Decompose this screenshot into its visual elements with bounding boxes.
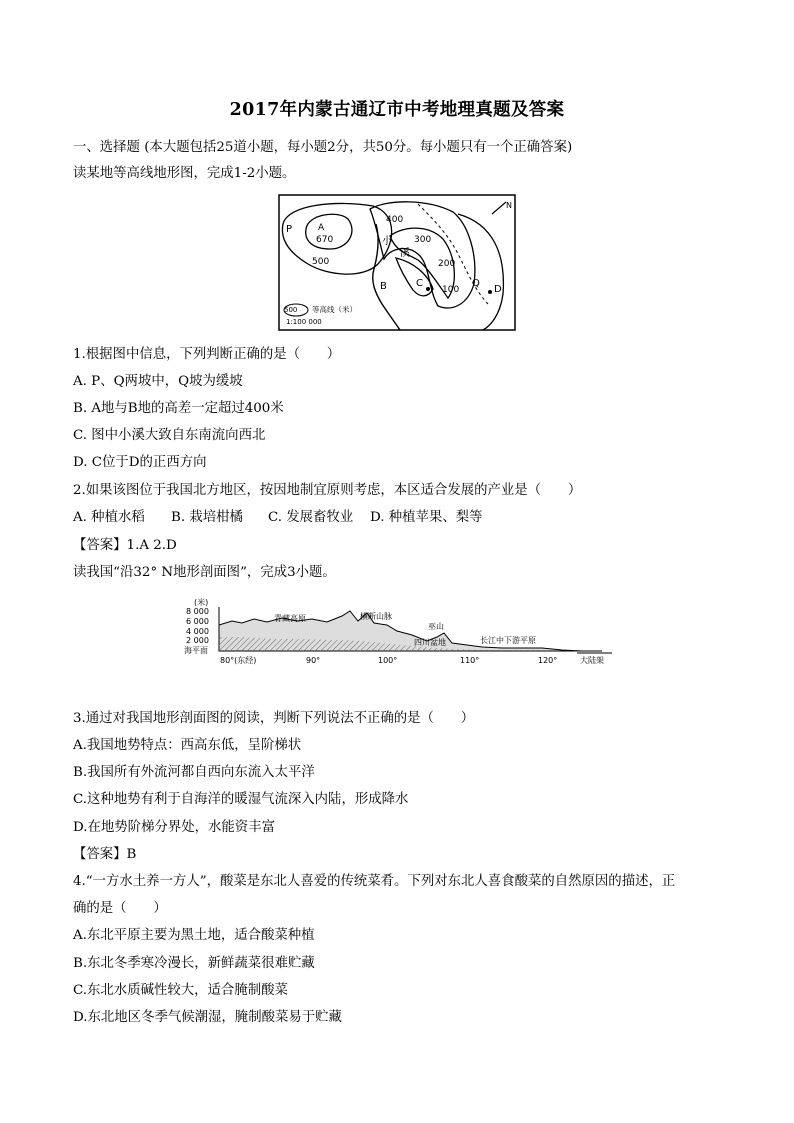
y-tick-8000: 8 000	[186, 607, 209, 616]
q3-option-d: D.在地势阶梯分界处，水能资丰富	[73, 820, 275, 835]
q1-stem: 1.根据图中信息，下列判断正确的是（ ）	[73, 347, 341, 362]
q1-option-b: B. A地与B地的高差一定超过400米	[73, 401, 284, 416]
region-qingzang: 青藏高原	[274, 614, 306, 623]
label-200: 200	[438, 259, 456, 269]
q1-option-d: D. C位于D的正西方向	[73, 455, 207, 470]
legend-text: 等高线（米）	[312, 305, 357, 314]
q3-stem: 3.通过对我国地形剖面图的阅读，判断下列说法不正确的是（ ）	[73, 711, 475, 726]
label-300: 300	[414, 235, 432, 245]
label-670: 670	[316, 235, 334, 245]
x-tick-120: 120°	[538, 656, 558, 665]
x-tick-110: 110°	[460, 656, 480, 665]
q4-option-a: A.东北平原主要为黑土地，适合酸菜种植	[73, 928, 315, 943]
q2-option-a: A. 种植水稻	[73, 510, 145, 525]
q4-option-b: B.东北冬季寒冷漫长，新鲜蔬菜很难贮藏	[73, 956, 315, 971]
label-xi: 溪	[400, 248, 410, 259]
contour-map-figure	[278, 194, 516, 331]
x-tick-80: 80°(东经)	[220, 656, 257, 665]
q4-option-c: C.东北水质碱性较大，适合腌制酸菜	[73, 983, 288, 998]
y-tick-4000: 4 000	[186, 627, 209, 636]
label-d: D	[494, 284, 502, 295]
label-q: Q	[472, 278, 480, 289]
q3-option-b: B.我国所有外流河都自西向东流入太平洋	[73, 765, 315, 780]
region-changjiang: 长江中下游平原	[480, 636, 536, 645]
x-tick-100: 100°	[378, 656, 398, 665]
y-tick-sea-level: 海平面	[184, 646, 208, 655]
label-n: N	[506, 201, 512, 210]
intro-1-2: 读某地等高线地形图，完成1-2小题。	[73, 166, 296, 181]
q3-option-c: C.这种地势有利于自海洋的暖湿气流深入内陆，形成降水	[73, 792, 409, 807]
region-sichuan: 四川盆地	[414, 638, 446, 647]
q2-option-c: C. 发展畜牧业	[268, 510, 354, 525]
q3-option-a: A.我国地势特点：西高东低，呈阶梯状	[73, 738, 302, 753]
label-a: A	[318, 223, 325, 233]
x-tick-90: 90°	[306, 656, 321, 665]
label-b: B	[380, 281, 387, 292]
q1-option-a: A. P、Q两坡中，Q坡为缓坡	[73, 374, 243, 389]
answer-1-2: 【答案】1.A 2.D	[73, 538, 177, 553]
legend-value: 500	[284, 306, 298, 314]
q4-option-d: D.东北地区冬季气候潮湿，腌制酸菜易于贮藏	[73, 1010, 342, 1025]
intro-3: 读我国“沿32° N地形剖面图”，完成3小题。	[73, 565, 336, 580]
q4-stem-line1: 4.“一方水土养一方人”，酸菜是东北人喜爱的传统菜肴。下列对东北人喜食酸菜的自然原因的描述，正	[73, 874, 676, 889]
section-heading: 一、选择题 (本大题包括25道小题，每小题2分，共50分。每小题只有一个正确答案)	[73, 140, 573, 155]
page-title: 2017年内蒙古通辽市中考地理真题及答案	[229, 100, 565, 120]
region-wushan: 巫山	[428, 622, 444, 631]
y-unit: (米)	[194, 598, 209, 607]
q2-option-d: D. 种植苹果、梨等	[370, 510, 483, 525]
label-100: 100	[442, 285, 460, 295]
q2-stem: 2.如果该图位于我国北方地区，按因地制宜原则考虑，本区适合发展的产业是（ ）	[73, 483, 582, 498]
region-shelf: 大陆架	[580, 656, 604, 665]
label-p: P	[286, 224, 293, 235]
label-c: C	[416, 278, 423, 289]
q1-option-c: C. 图中小溪大致自东南流向西北	[73, 428, 266, 443]
answer-3: 【答案】B	[73, 847, 137, 862]
label-500: 500	[312, 257, 330, 267]
region-hengduan: 横断山脉	[360, 612, 392, 621]
label-xiao: 小	[382, 236, 392, 247]
q4-stem-line2: 确的是（ ）	[73, 901, 167, 916]
y-tick-6000: 6 000	[186, 617, 209, 626]
label-400: 400	[386, 215, 404, 225]
map-scale: 1:100 000	[286, 318, 322, 326]
y-tick-2000: 2 000	[186, 636, 209, 645]
terrain-profile-figure	[182, 597, 618, 669]
q2-option-b: B. 栽培柑橘	[171, 510, 243, 525]
point-c	[426, 287, 430, 291]
point-d	[488, 290, 492, 294]
